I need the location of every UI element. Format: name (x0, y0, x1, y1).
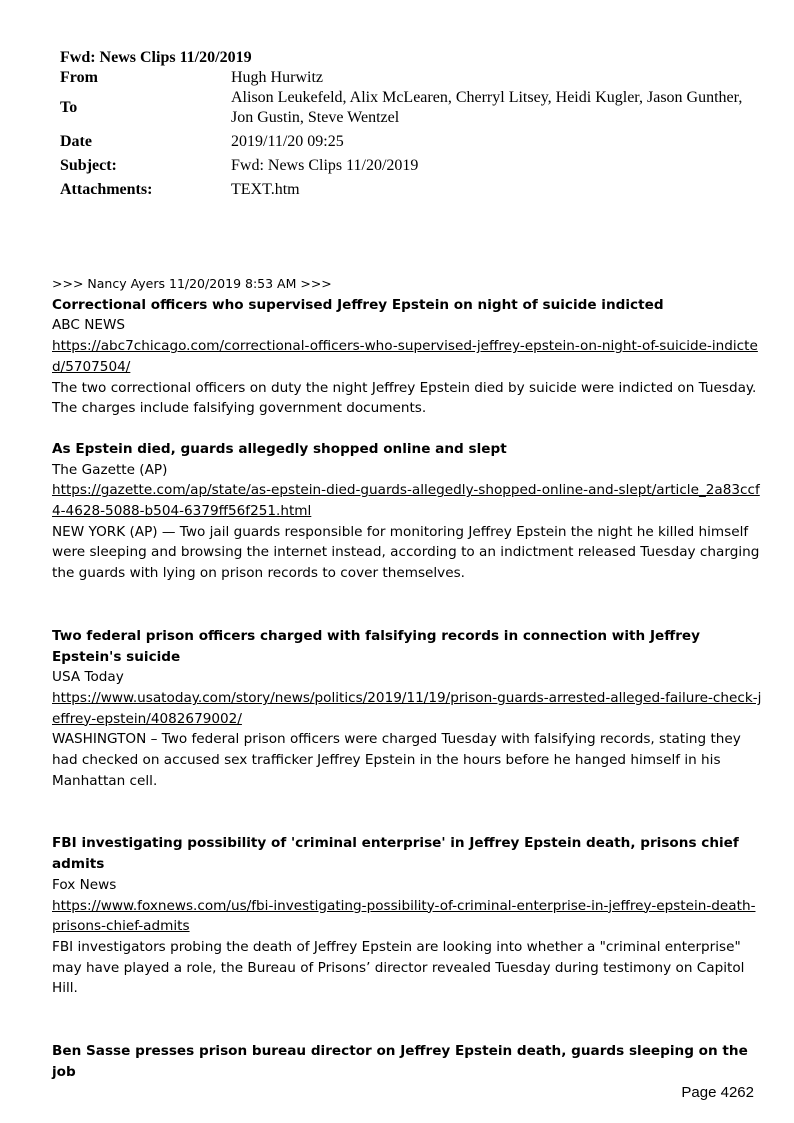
spacer (52, 584, 762, 626)
header-to-label: To (60, 99, 78, 116)
article-4 (52, 833, 762, 999)
spacer (52, 419, 762, 439)
header-from-row (60, 68, 751, 88)
article-summary: WASHINGTON – Two federal prison officers were charged Tuesday with falsifying records, stating they had checked on accused sex trafficker Jeffrey Epstein in the hours before he hanged himself in his Manhattan cell. (52, 731, 741, 789)
header-attachments-value[interactable]: TEXT.htm (231, 181, 300, 198)
article-link[interactable]: https://abc7chicago.com/correctional-officers-who-supervised-jeffrey-epstein-on-night-of-suicide-indicted/5707504/ (52, 338, 758, 375)
article-title: As Epstein died, guards allegedly shopped online and slept (52, 440, 507, 457)
header-from-label: From (60, 69, 98, 86)
article-title: FBI investigating possibility of 'criminal enterprise' in Jeffrey Epstein death, prisons chief admits (52, 835, 739, 873)
article-title: Ben Sasse presses prison bureau director on Jeffrey Epstein death, guards sleeping on the job (52, 1043, 748, 1080)
article-source: USA Today (52, 669, 124, 686)
article-summary: The two correctional officers on duty the night Jeffrey Epstein died by suicide were indicted on Tuesday. The charges include falsifying government documents. (52, 379, 757, 417)
spacer (52, 999, 762, 1041)
article-2 (52, 439, 762, 584)
header-subject-label: Subject: (60, 157, 117, 174)
header-attachments-label: Attachments: (60, 181, 153, 198)
article-source: The Gazette (AP) (52, 461, 168, 478)
email-body (52, 274, 762, 1083)
spacer (52, 791, 762, 833)
article-link[interactable]: https://www.usatoday.com/story/news/politics/2019/11/19/prison-guards-arrested-alleged-failure-check-jeffrey-epstein/4082679002/ (52, 689, 762, 727)
article-title: Two federal prison officers charged with falsifying records in connection with Jeffrey Epstein's suicide (52, 627, 701, 665)
header-subject-line (60, 48, 751, 68)
forward-line: >>> Nancy Ayers 11/20/2019 8:53 AM >>> (52, 276, 332, 291)
email-header (60, 48, 751, 200)
article-link[interactable]: https://www.foxnews.com/us/fbi-investigating-possibility-of-criminal-enterprise-in-jeffrey-epstein-death-prisons-chief-admits (52, 897, 756, 935)
article-summary: NEW YORK (AP) — Two jail guards responsible for monitoring Jeffrey Epstein the night he killed himself were sleeping and browsing the internet instead, according to an indictment released Tuesday charging the guards with lying on prison records to cover themselves. (52, 523, 760, 582)
article-3 (52, 626, 762, 792)
header-subject-title: Fwd: News Clips 11/20/2019 (60, 49, 252, 66)
article-source: Fox News (52, 876, 117, 893)
header-subject-row (60, 156, 751, 176)
header-date-value: 2019/11/20 09:25 (231, 133, 344, 150)
page-number: Page 4262 (681, 1084, 754, 1101)
article-summary: FBI investigators probing the death of Jeffrey Epstein are looking into whether a "criminal enterprise" may have played a role, the Bureau of Prisons’ director revealed Tuesday during testimony on Capitol Hill. (52, 938, 745, 997)
article-1 (52, 295, 762, 419)
article-5 (52, 1041, 762, 1082)
article-source: ABC NEWS (52, 317, 126, 334)
header-date-row (60, 132, 751, 152)
article-link[interactable]: https://gazette.com/ap/state/as-epstein-died-guards-allegedly-shopped-online-and-slept/article_2a83ccf4-4628-5088-b504-6379ff56f251.html (52, 482, 760, 520)
header-date-label: Date (60, 133, 92, 150)
header-to-row (60, 88, 751, 128)
header-attachments-row (60, 180, 751, 200)
header-to-value: Alison Leukefeld, Alix McLearen, Cherryl Litsey, Heidi Kugler, Jason Gunther, Jon Gustin, Steve Wentzel (231, 89, 743, 126)
header-from-value: Hugh Hurwitz (231, 69, 323, 86)
article-title: Correctional officers who supervised Jeffrey Epstein on night of suicide indicted (52, 296, 664, 313)
header-subject-value: Fwd: News Clips 11/20/2019 (231, 157, 419, 174)
